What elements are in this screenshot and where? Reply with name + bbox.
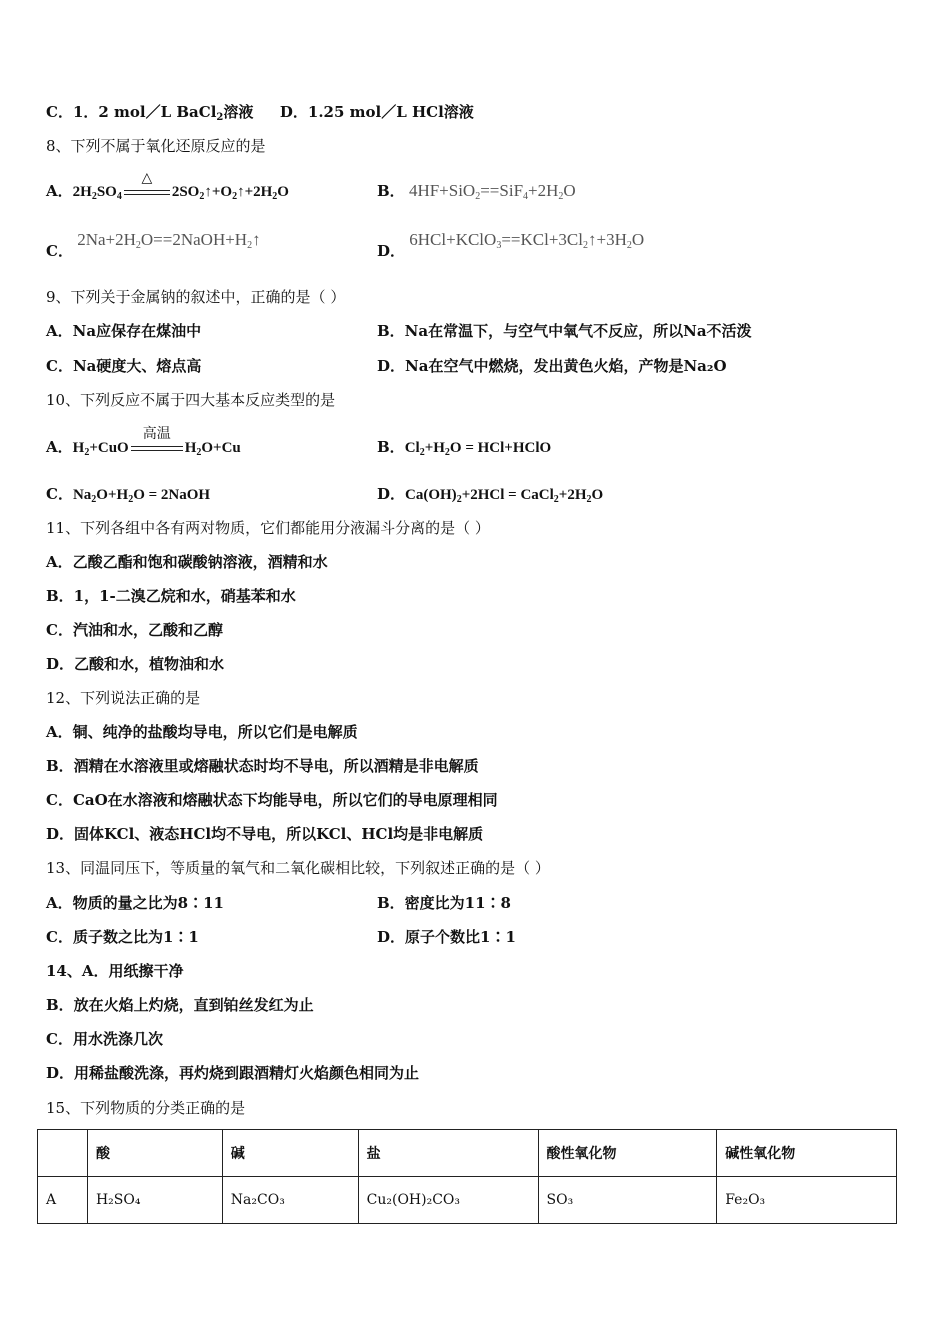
q11-option-b: B．1，1-二溴乙烷和水，硝基苯和水 bbox=[46, 587, 296, 605]
q8-stem: 8、下列不属于氧化还原反应的是 bbox=[46, 137, 266, 155]
q7-options bbox=[46, 102, 474, 122]
table-cell: Na₂CO₃ bbox=[222, 1177, 358, 1224]
high-temperature-condition-mark: 高温 bbox=[131, 438, 183, 458]
q10-option-a: A．$H_2+CuO$ 高温 $H_2O+Cu$ bbox=[46, 426, 241, 458]
table-cell: SO₃ bbox=[538, 1177, 717, 1224]
q11-stem: 11、下列各组中各有两对物质，它们都能用分液漏斗分离的是（ ） bbox=[46, 519, 490, 537]
classification-table bbox=[37, 1129, 897, 1224]
table-cell: A bbox=[38, 1177, 88, 1224]
q9-stem: 9、下列关于金属钠的叙述中，正确的是（ ） bbox=[46, 288, 346, 306]
q12-option-b: B．酒精在水溶液里或熔融状态时均不导电，所以酒精是非电解质 bbox=[46, 757, 479, 775]
table-cell: Cu₂(OH)₂CO₃ bbox=[358, 1177, 538, 1224]
heat-condition-mark: △ bbox=[124, 182, 170, 202]
q15-stem: 15、下列物质的分类正确的是 bbox=[46, 1099, 246, 1117]
q8-option-a: A．$2H_2SO_4$ △ $2SO_2↑+O_2↑+2H_2O$ bbox=[46, 170, 289, 202]
table-header-cell: 酸性氧化物 bbox=[538, 1130, 717, 1177]
table-header-cell: 酸 bbox=[87, 1130, 222, 1177]
q12-option-a: A．铜、纯净的盐酸均导电，所以它们是电解质 bbox=[46, 723, 358, 741]
q10-option-c: C．$Na_2O+H_2O$ = 2NaOH bbox=[46, 485, 211, 505]
q7-option-d: D．1.25 mol／L HCl溶液 bbox=[279, 103, 474, 121]
q9-option-d: D．Na在空气中燃烧，发出黄色火焰，产物是Na₂O bbox=[377, 357, 727, 375]
q7-option-c: C．1．2 mol／L BaCl$_2$溶液 bbox=[46, 103, 254, 123]
q14-option-b: B．放在火焰上灼烧，直到铂丝发红为止 bbox=[46, 996, 314, 1014]
q14-option-c: C．用水洗涤几次 bbox=[46, 1030, 163, 1048]
q13-option-d: D．原子个数比1∶1 bbox=[377, 928, 516, 946]
table-row bbox=[38, 1177, 897, 1224]
q12-stem: 12、下列说法正确的是 bbox=[46, 689, 201, 707]
q9-option-b: B．Na在常温下，与空气中氧气不反应，所以Na不活泼 bbox=[377, 322, 752, 340]
q13-option-b: B．密度比为11∶8 bbox=[377, 894, 511, 912]
table-header-cell: 碱 bbox=[222, 1130, 358, 1177]
q11-option-a: A．乙酸乙酯和饱和碳酸钠溶液，酒精和水 bbox=[46, 553, 328, 571]
q13-stem: 13、同温同压下，等质量的氧气和二氧化碳相比较，下列叙述正确的是（ ） bbox=[46, 859, 550, 877]
q14-option-d: D．用稀盐酸洗涤，再灼烧到跟酒精灯火焰颜色相同为止 bbox=[46, 1064, 420, 1082]
q11-option-c: C．汽油和水，乙酸和乙醇 bbox=[46, 621, 223, 639]
q9-option-a: A．Na应保存在煤油中 bbox=[46, 322, 202, 340]
q13-option-a: A．物质的量之比为8∶11 bbox=[46, 894, 224, 912]
q8-option-b: B． $4HF+SiO_2==SiF_4+2H_2O$ bbox=[377, 181, 576, 202]
table-header-cell: 盐 bbox=[358, 1130, 538, 1177]
q13-option-c: C．质子数之比为1∶1 bbox=[46, 928, 199, 946]
table-header-cell bbox=[38, 1130, 88, 1177]
q9-option-c: C．Na硬度大、熔点高 bbox=[46, 357, 202, 375]
q8-option-d: D． $6HCl+KClO_3==KCl+3Cl_2↑+3H_2O$ bbox=[377, 230, 645, 260]
q12-option-c: C．CaO在水溶液和熔融状态下均能导电，所以它们的导电原理相同 bbox=[46, 791, 498, 809]
table-header-cell: 碱性氧化物 bbox=[717, 1130, 897, 1177]
q12-option-d: D．固体KCl、液态HCl均不导电，所以KCl、HCl均是非电解质 bbox=[46, 825, 484, 843]
q8-option-c: C． $2Na+2H_2O==2NaOH+H_2↑$ bbox=[46, 230, 261, 260]
table-header-row bbox=[38, 1130, 897, 1177]
q11-option-d: D．乙酸和水，植物油和水 bbox=[46, 655, 225, 673]
q10-stem: 10、下列反应不属于四大基本反应类型的是 bbox=[46, 391, 336, 409]
q10-option-b: B．$Cl_2+H_2O$ = HCl+HClO bbox=[377, 438, 552, 458]
table-cell: H₂SO₄ bbox=[87, 1177, 222, 1224]
q14-stem: 14、A．用纸擦干净 bbox=[46, 962, 184, 980]
table-cell: Fe₂O₃ bbox=[717, 1177, 897, 1224]
q10-option-d: D．$Ca(OH)_2+2HCl$ = $CaCl_2+2H_2O$ bbox=[377, 485, 604, 505]
